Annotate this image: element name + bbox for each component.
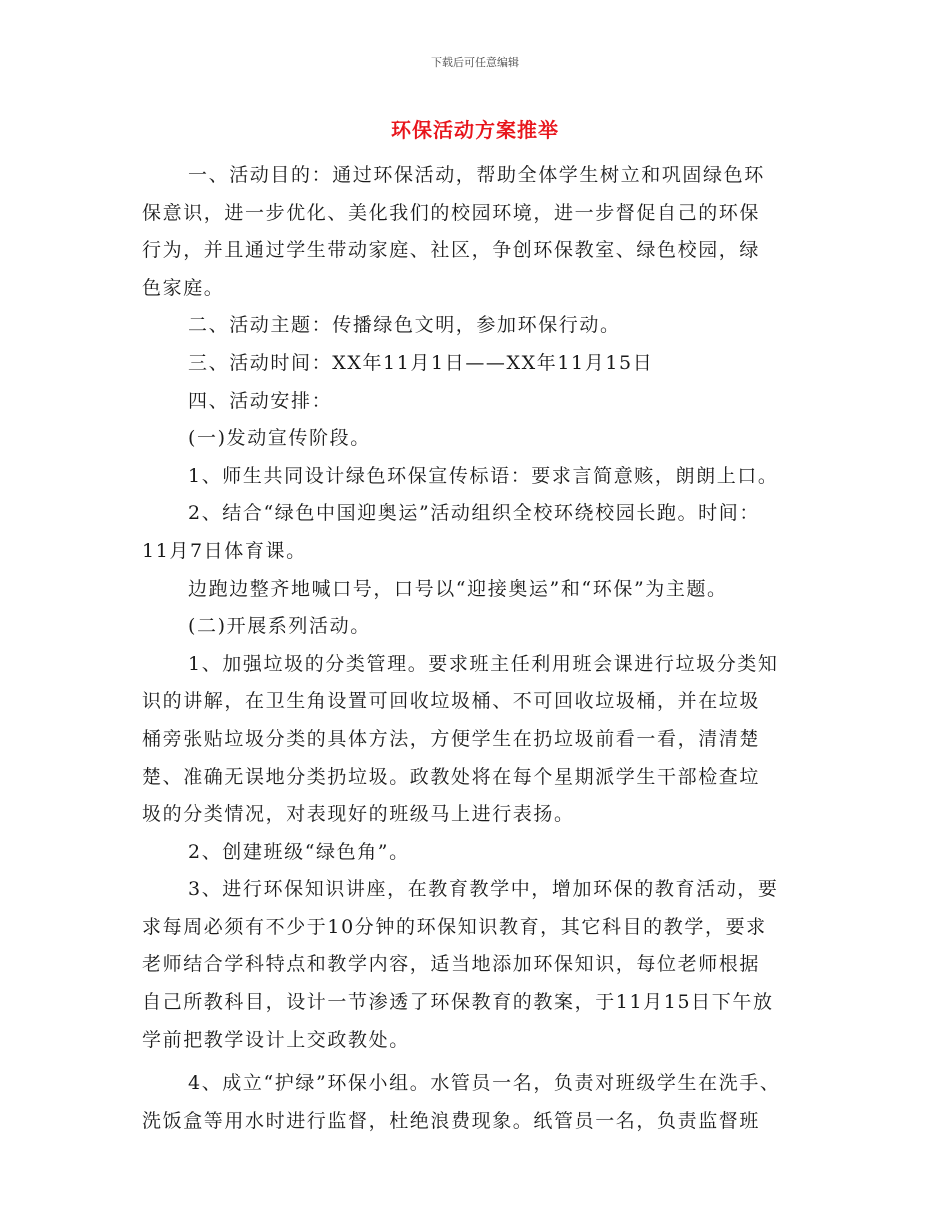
- body-line: 3、进行环保知识讲座，在教育教学中，增加环保的教育活动，要: [188, 878, 779, 901]
- body-line: 二、活动主题：传播绿色文明，参加环保行动。: [188, 314, 621, 337]
- body-line: 11月7日体育课。: [142, 539, 307, 562]
- body-line: 桶旁张贴垃圾分类的具体方法，方便学生在扔垃圾前看一看，清清楚: [142, 727, 761, 750]
- body-line: 三、活动时间：XX年11月1日——XX年11月15日: [188, 351, 654, 374]
- body-line: 2、创建班级“绿色角”。: [188, 840, 410, 863]
- body-line: 老师结合学科特点和教学内容，适当地添加环保知识，每位老师根据: [142, 953, 761, 976]
- header-note: 下载后可任意编辑: [431, 56, 519, 69]
- body-line: 4、成立“护绿”环保小组。水管员一名，负责对班级学生在洗手、: [188, 1072, 781, 1095]
- body-line: 洗饭盒等用水时进行监督，杜绝浪费现象。纸管员一名，负责监督班: [142, 1109, 761, 1132]
- body-line: 行为，并且通过学生带动家庭、社区，争创环保教室、绿色校园，绿: [142, 239, 761, 262]
- document-title: 环保活动方案推举: [391, 118, 559, 142]
- body-line: 一、活动目的：通过环保活动，帮助全体学生树立和巩固绿色环: [188, 164, 765, 186]
- body-line: 四、活动安排：: [188, 389, 333, 412]
- body-line: 学前把教学设计上交政教处。: [142, 1028, 410, 1051]
- body-line: 1、师生共同设计绿色环保宣传标语：要求言简意赅，朗朗上口。: [188, 464, 779, 487]
- body-line: 保意识，进一步优化、美化我们的校园环境，进一步督促自己的环保: [142, 201, 761, 224]
- body-line: 色家庭。: [142, 276, 225, 299]
- body-line: 2、结合“绿色中国迎奥运”活动组织全校环绕校园长跑。时间：: [188, 502, 760, 525]
- document-body: [142, 157, 830, 1140]
- body-line: 识的讲解，在卫生角设置可回收垃圾桶、不可回收垃圾桶，并在垃圾: [142, 690, 761, 713]
- body-line: (二)开展系列活动。: [188, 615, 371, 638]
- body-line: 求每周必须有不少于10分钟的环保知识教育，其它科目的教学，要求: [142, 915, 767, 938]
- body-line: 圾的分类情况，对表现好的班级马上进行表扬。: [142, 803, 575, 826]
- body-line: (一)发动宣传阶段。: [188, 427, 371, 450]
- body-line: 边跑边整齐地喊口号，口号以“迎接奥运”和“环保”为主题。: [188, 577, 728, 600]
- body-line: 自己所教科目，设计一节渗透了环保教育的教案，于11月15日下午放: [142, 991, 774, 1014]
- body-line: 楚、准确无误地分类扔垃圾。政教处将在每个星期派学生干部检查垃: [142, 765, 761, 788]
- body-line: 1、加强垃圾的分类管理。要求班主任利用班会课进行垃圾分类知: [188, 652, 779, 675]
